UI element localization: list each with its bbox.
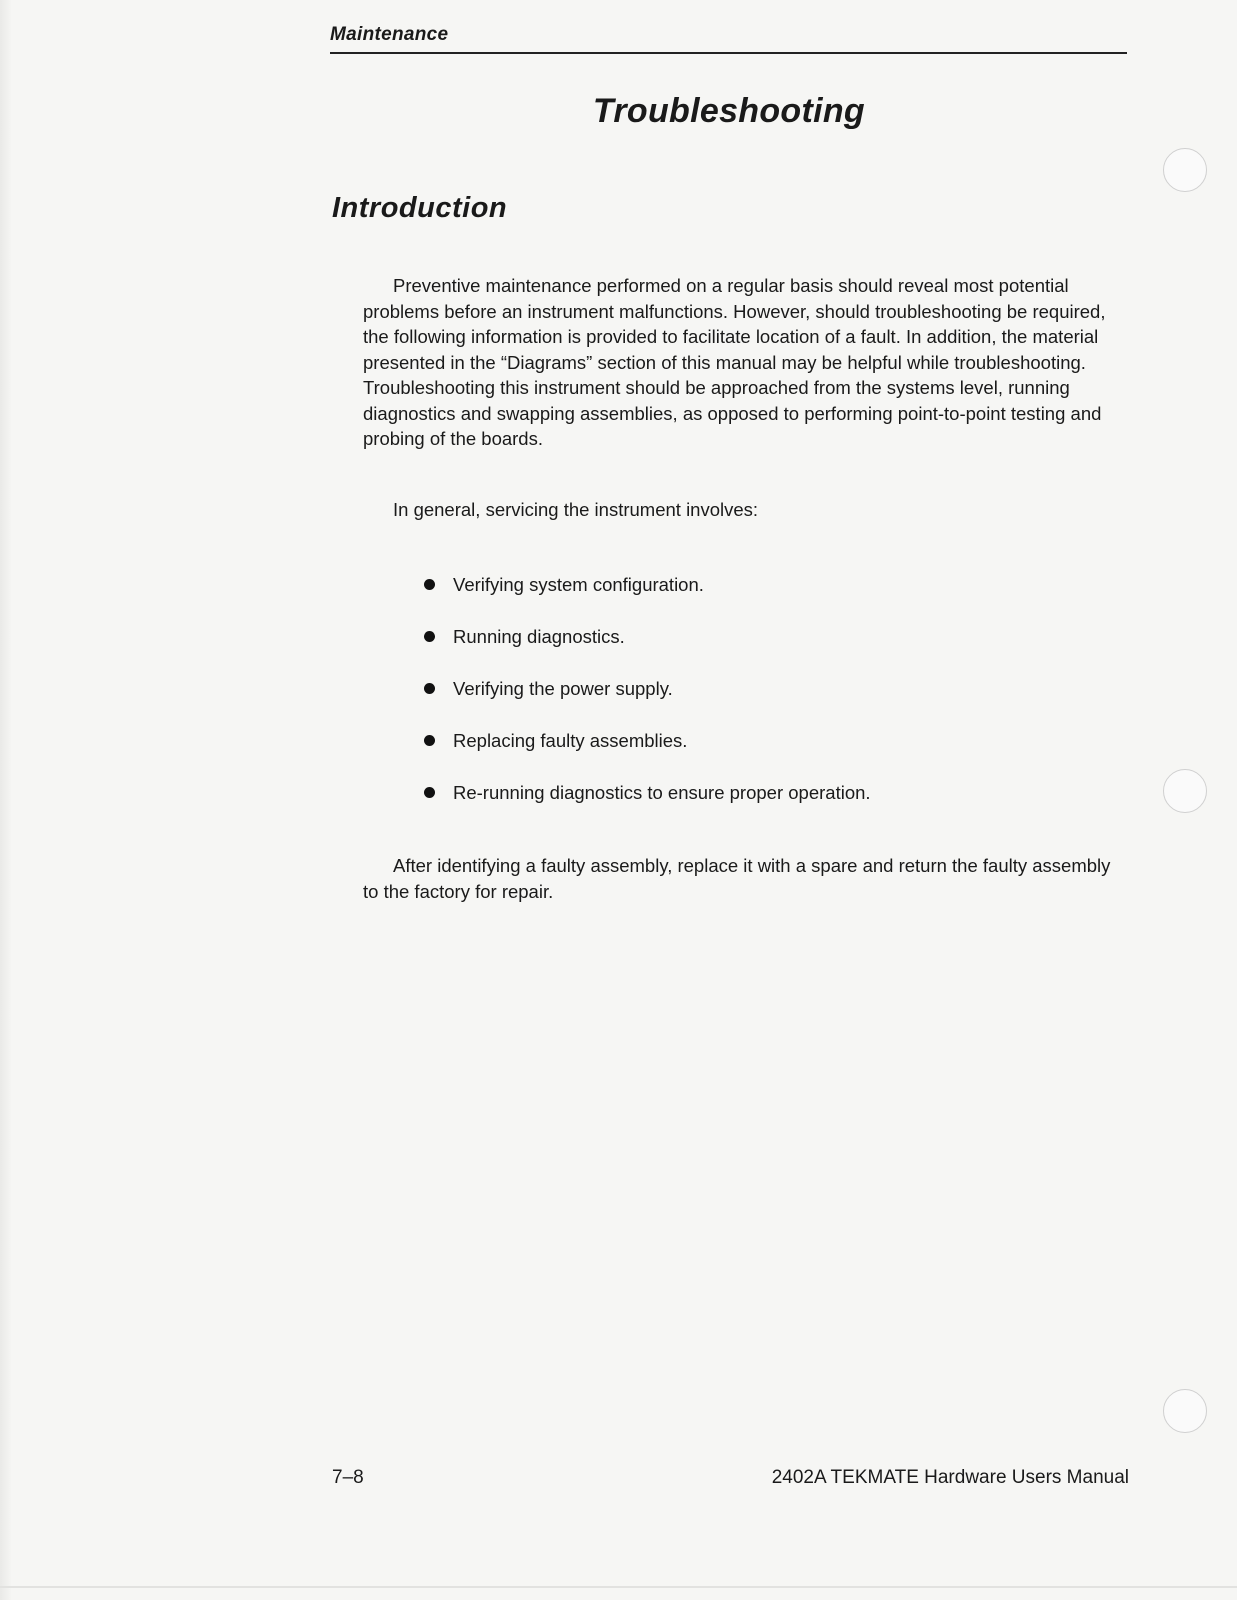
list-item-text: Replacing faulty assemblies.: [453, 730, 688, 751]
section-title: Troubleshooting: [592, 92, 865, 130]
manual-title: 2402A TEKMATE Hardware Users Manual: [771, 1467, 1129, 1488]
list-item: [424, 676, 871, 728]
subsection-title: Introduction: [332, 192, 508, 224]
page-edge-shadow: [0, 0, 12, 1600]
bullet-icon: [424, 683, 435, 694]
intro-paragraph-text: Preventive maintenance performed on a regular basis should reveal most potential problems before an instrument malfunctions. However, should troubleshooting be required, the following information is provided to facilitate location of a fault. In addition, the material presented in the “Diagrams” section of this manual may be helpful while troubleshooting. Troubleshooting this instrument should be approached from the systems level, running diagnostics and swapping assemblies, as opposed to performing point-to-point testing and probing of the boards.: [363, 275, 1106, 449]
servicing-steps-list: [424, 572, 871, 832]
page-bottom-edge: [0, 1586, 1237, 1588]
punch-hole-icon: [1163, 769, 1207, 813]
punch-hole-icon: [1163, 1389, 1207, 1433]
repair-paragraph: [363, 853, 1128, 904]
list-item-text: Re-running diagnostics to ensure proper operation.: [453, 782, 871, 803]
list-item-text: Running diagnostics.: [453, 626, 625, 647]
bullet-icon: [424, 735, 435, 746]
punch-hole-icon: [1163, 148, 1207, 192]
page-number: 7–8: [332, 1467, 364, 1488]
list-item: [424, 728, 871, 780]
header-rule: [330, 52, 1127, 54]
list-item: [424, 780, 871, 832]
list-item-text: Verifying system configuration.: [453, 574, 704, 595]
intro-paragraph: [363, 273, 1128, 452]
list-item: [424, 572, 871, 624]
list-item: [424, 624, 871, 676]
bullet-icon: [424, 787, 435, 798]
repair-paragraph-text: After identifying a faulty assembly, replace it with a spare and return the faulty assembly to the factory for repair.: [363, 855, 1111, 902]
bullet-icon: [424, 579, 435, 590]
servicing-lead-paragraph: [363, 497, 1128, 523]
bullet-icon: [424, 631, 435, 642]
servicing-lead-text: In general, servicing the instrument involves:: [393, 499, 759, 520]
running-head: Maintenance: [330, 24, 449, 45]
list-item-text: Verifying the power supply.: [453, 678, 673, 699]
